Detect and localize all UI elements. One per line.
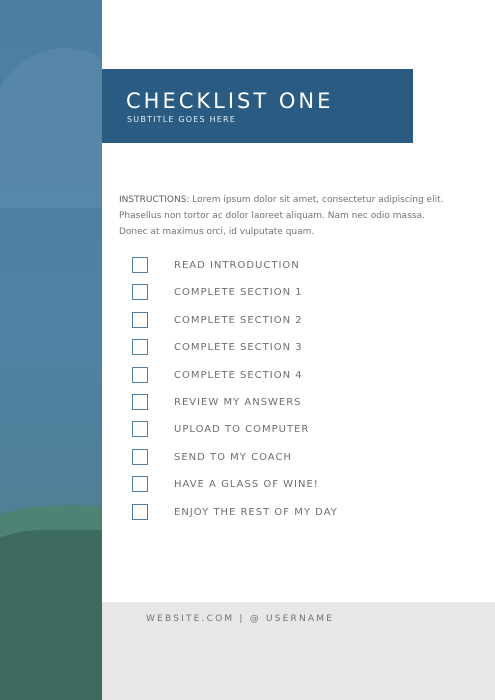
checklist-item (132, 476, 338, 503)
checklist-item (132, 449, 338, 476)
checklist-item-label: COMPLETE SECTION 2 (174, 314, 303, 326)
instructions-text: Lorem ipsum dolor sit amet, consectetur adipiscing elit. Phasellus non tortor ac dolor laoreet aliquam. Nam nec odio massa. Donec at maximus orci, id vulputate quam. (119, 195, 444, 237)
checklist-item (132, 504, 338, 531)
checkbox[interactable] (132, 339, 148, 355)
checkbox[interactable] (132, 284, 148, 300)
checklist-item-label: SEND TO MY COACH (174, 451, 292, 463)
decorative-hill-base (0, 530, 102, 700)
checklist-item-label: COMPLETE SECTION 1 (174, 287, 303, 299)
checklist-item-label: ENJOY THE REST OF MY DAY (174, 506, 338, 518)
checklist-item-label: COMPLETE SECTION 4 (174, 369, 303, 381)
page-title: CHECKLIST ONE (126, 89, 334, 113)
decorative-side-panel (0, 0, 102, 700)
checklist-item (132, 367, 338, 394)
checklist-item (132, 339, 338, 366)
checklist-item (132, 257, 338, 284)
footer (102, 602, 495, 700)
checkbox[interactable] (132, 312, 148, 328)
checklist-item (132, 394, 338, 421)
checklist-item (132, 284, 338, 311)
title-banner (102, 69, 413, 143)
page-subtitle: SUBTITLE GOES HERE (127, 115, 237, 124)
checkbox[interactable] (132, 394, 148, 410)
checklist-item (132, 312, 338, 339)
checkbox[interactable] (132, 504, 148, 520)
checklist-item-label: HAVE A GLASS OF WINE! (174, 479, 319, 491)
footer-contact-text: WEBSITE.COM | @ USERNAME (146, 614, 335, 624)
checklist-item-label: COMPLETE SECTION 3 (174, 342, 303, 354)
checkbox[interactable] (132, 367, 148, 383)
checklist-item-label: READ INTRODUCTION (174, 260, 300, 271)
instructions-paragraph (119, 192, 449, 240)
checklist-item-label: REVIEW MY ANSWERS (174, 396, 302, 408)
checkbox[interactable] (132, 257, 148, 273)
checklist-item (132, 421, 338, 448)
checkbox[interactable] (132, 476, 148, 492)
decorative-arc (0, 48, 102, 208)
checklist (132, 257, 338, 531)
checkbox[interactable] (132, 421, 148, 437)
checklist-item-label: UPLOAD TO COMPUTER (174, 424, 310, 436)
checkbox[interactable] (132, 449, 148, 465)
instructions-label: INSTRUCTIONS: (119, 195, 190, 205)
